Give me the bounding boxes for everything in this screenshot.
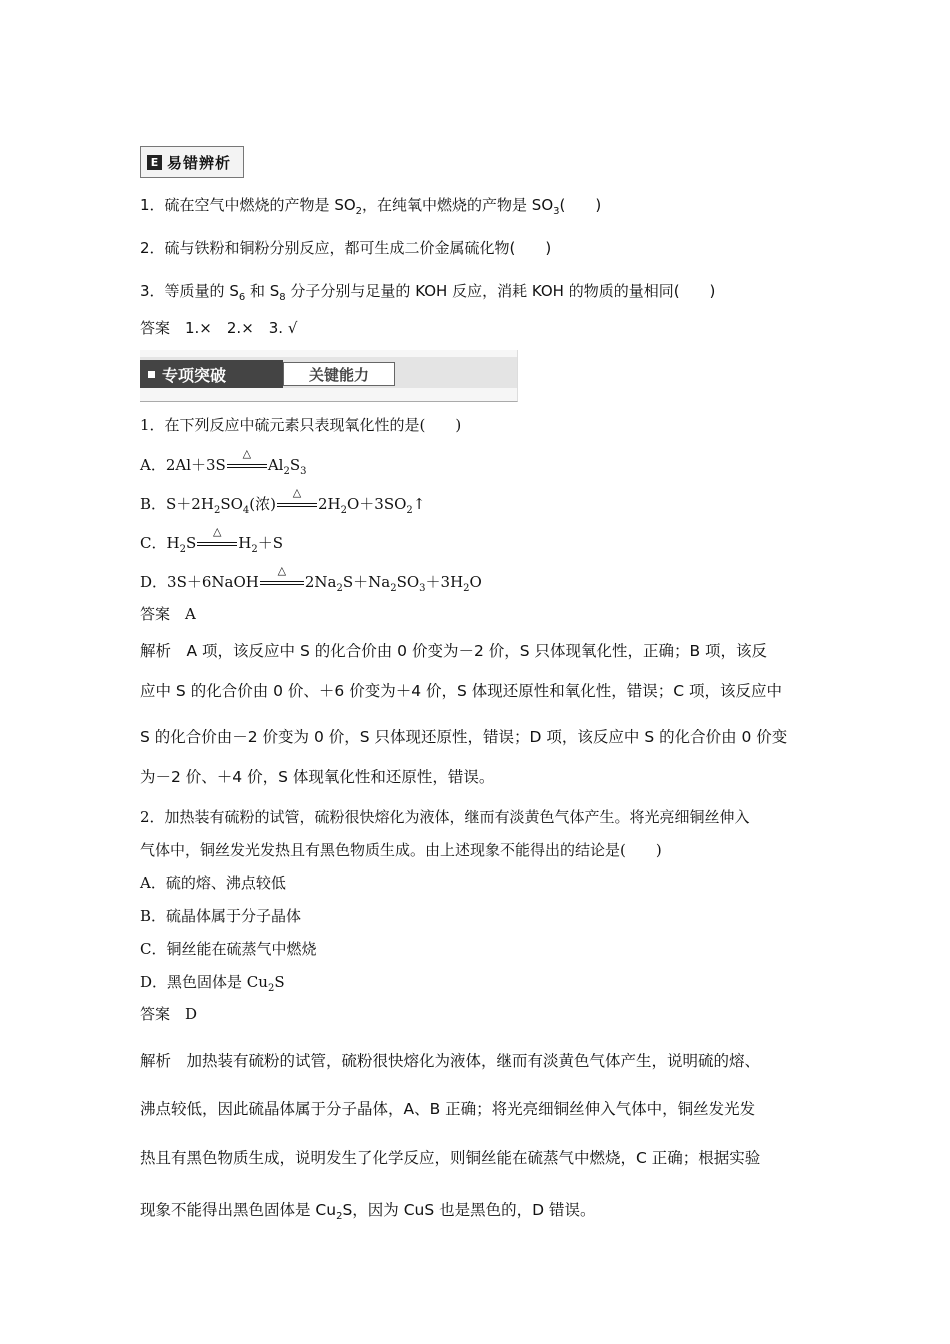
q1-analysis-line-4: 为－2 价、＋4 价，S 体现氧化性和还原性，错误。 (140, 768, 495, 786)
error-item-1: 1．硫在空气中燃烧的产物是 $SO_2$，在纯氧中燃烧的产物是 $SO_3$( ) (140, 196, 602, 217)
heat-equals-sign: △ (227, 457, 267, 471)
q2-option-c: C．铜丝能在硫蒸气中燃烧 (140, 940, 317, 958)
q2-option-a: A．硫的熔、沸点较低 (140, 874, 286, 892)
q2-analysis-line-1: 解析 加热装有硫粉的试管，硫粉很快熔化为液体，继而有淡黄色气体产生，说明硫的熔、 (140, 1052, 761, 1070)
section-header-error-analysis (140, 146, 244, 178)
q1-option-a: A．2Al＋3S △ $Al_2S_3$ (140, 447, 307, 477)
q1-option-c: C．$H_2S$ △ $H_2+S$ (140, 525, 283, 555)
q1-answer: 答案 A (140, 605, 196, 623)
heat-equals-sign: △ (197, 535, 237, 549)
q2-option-b: B．硫晶体属于分子晶体 (140, 907, 302, 925)
error-item-2: 2．硫与铁粉和铜粉分别反应，都可生成二价金属硫化物( ) (140, 239, 552, 257)
q1-analysis-line-3: S 的化合价由－2 价变为 0 价，S 只体现还原性，错误；D 项，该反应中 S 的化合价由 0 价变 (140, 728, 788, 746)
q2-option-d: D．黑色固体是 $Cu_2S$ (140, 973, 285, 994)
q2-analysis-line-3: 热且有黑色物质生成，说明发生了化学反应，则铜丝能在硫蒸气中燃烧，C 正确；根据实验 (140, 1149, 761, 1167)
q2-analysis-line-4: 现象不能得出黑色固体是 $Cu_2S$，因为 CuS 也是黑色的，D 错误。 (140, 1201, 596, 1222)
q2-answer: 答案 D (140, 1005, 198, 1023)
heat-equals-sign: △ (277, 496, 317, 510)
q1-option-b: B．$S+2H_2SO_4$(浓) △ $2H_2O+3SO_2↑$ (140, 486, 426, 516)
q1-option-d: D．3S＋6NaOH △ $2Na_2S+Na_2SO_3+3H_2O$ (140, 564, 482, 594)
q2-stem-line-2: 气体中，铜丝发光发热且有黑色物质生成。由上述现象不能得出的结论是( ) (140, 841, 662, 859)
header-light-block: 关键能力 (283, 362, 395, 386)
error-item-3: 3．等质量的 $S_6$ 和 $S_8$ 分子分别与足量的 KOH 反应，消耗 KOH 的物质的量相同( ) (140, 282, 716, 303)
q2-stem-line-1: 2．加热装有硫粉的试管，硫粉很快熔化为液体，继而有淡黄色气体产生。将光亮细铜丝伸入 (140, 808, 750, 826)
header-dark-block: 专项突破 (140, 360, 283, 388)
q2-analysis-line-2: 沸点较低，因此硫晶体属于分子晶体，A、B 正确；将光亮细铜丝伸入气体中，铜丝发光发 (140, 1100, 756, 1118)
section-header-label: 易错辨析 (167, 153, 232, 172)
heat-equals-sign: △ (260, 574, 304, 588)
q1-analysis-line-2: 应中 S 的化合价由 0 价、＋6 价变为＋4 价，S 体现还原性和氧化性，错误；C 项，该反应中 (140, 682, 783, 700)
square-icon (148, 371, 155, 378)
section1-answer: 答案 1.× 2.× 3. √ (140, 319, 298, 337)
e-icon: E (147, 155, 162, 170)
section-header-special-breakthrough (140, 350, 518, 402)
q1-stem: 1．在下列反应中硫元素只表现氧化性的是( ) (140, 416, 462, 434)
q1-analysis-line-1: 解析 A 项，该反应中 S 的化合价由 0 价变为－2 价，S 只体现氧化性，正确；B 项，该反 (140, 642, 768, 660)
